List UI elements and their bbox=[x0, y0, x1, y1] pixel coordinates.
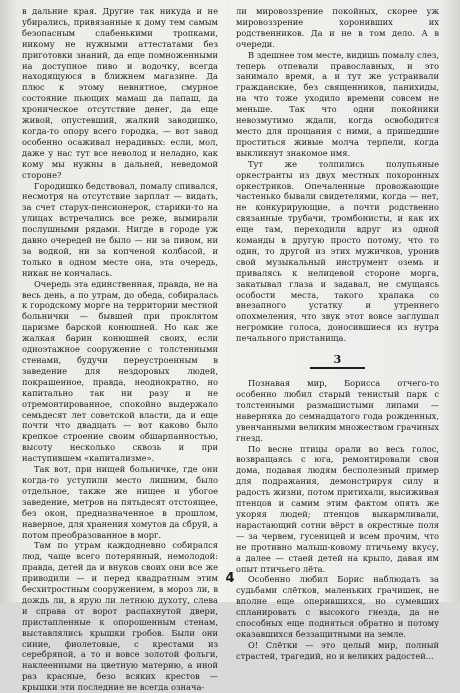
paragraph: Особенно любил Борис наблюдать за судьбами слётков, маленьких грачишек, не вполне еще оперившихся, но сумевших спланировать с высокого гнезда, да не способных еще подняться обратно и потому оказавшихся беззащитными на земле. bbox=[236, 574, 439, 639]
paragraph: в дальние края. Другие так никуда и не убирались, привязанные к дому тем самым безопасным слабенькими тропками, никому не нужными аттестатами без приготовки знаний, да еще помноженными на доступное пиво и водочку, всегда находящуюся в ближнем магазине. Да плюс к этому невнятное, смурное состояние пьющих мамаш да папаш, да хроническое отсутствие денег, да еще живой, опустевший, жалкий заводишко, когда-то опору всего городка, — вот завод особенно осаживал нерадивых: если, мол, даже у нас тут все неволод и неладно, как кому мы нужны в дальней, неведомой стороне? bbox=[22, 6, 218, 180]
left-text-column bbox=[22, 6, 218, 693]
paragraph: О! Слётки — это целый мир, полный страстей, трагедий, но и великих радостей... bbox=[236, 639, 439, 661]
paragraph: Так вот, при нищей больничке, где они когда-то уступили место лишним, было отдельное, также же нищее и убогое заведение, метров на пятьдесят отстоящее, без окон, предназначенное в прошлом, наверное, для хранения хомутов да сбруй, а потом преобразованное в морг. bbox=[22, 464, 218, 540]
paragraph: Там по утрам каждодневно собирался люд, чаще всего потерянный, немолодой: правда, детей да и внуков своих они все же приводили — и перед квадратным этим бесхитростным сооружением, в мороз ли, в дождь ли, в ярую ли летнюю духоту, слева и справа от ворот распахнутой двери, пристапленные к опорошенным стенам, выставлялись крышки гробов. Были они синие, фиолетовые, с крестами из серебряной, а то и вовсе золотой фольги, наклеенными на цветную материю, а иной раз красные, безо всяких крестов — крышки эти последние не всегда означа- bbox=[22, 540, 218, 693]
paragraph: В здешнее том месте, видишь помалу слез, теперь отпевали православных, и это занимало время, а и тут же устраивали гражданские, без священников, панихиды, на что тоже уходило времени совсем не меньше. Так что одни покойники невозмутимо ждали, когда освободится место для прощания с ними, а пришедшие проститься живые молча терпели, когда выкликнут знакомое имя. bbox=[236, 49, 439, 158]
page-number: 4 bbox=[225, 571, 235, 586]
section-heading bbox=[236, 355, 439, 369]
paragraph: Познавая мир, Борисса отчего-то особенно любил старый тенистый парк с толстенными размашистыми липами — наверняка до семнадцатого года рожденных, увенчанными великим множеством грачиных гнезд. bbox=[236, 378, 439, 443]
right-text-column bbox=[236, 6, 439, 661]
paragraph: По весне птицы орали во весь голос, возвращаясь с юга, ремонтировали свои дома, подавая людям бесполезный пример для подражания, демонстрируя силу и радость жизни, потом притихали, высиживая птенцов и самим этим фактом опять же укоряя людей; птенцов выкармливали, нарастающий сотни вёрст в окрестные поля — за червем, гусеницей и всем прочим, что не противно малыш-ковому птичьему вкусу, а далее — стаей детей на крыло, давая им опыт птичьего лёта. bbox=[236, 443, 439, 574]
paragraph: Очередь эта единственная, правда, не на весь день, а по утрам, до обеда, собиралась к городскому морге на территории местной больнички — бывшей при проклятом царизме барской конюшней. Но как же жалкая барин конюшней своих, если одноэтажное сооружение с толстенными стенами, будучи переустроенным в заведение для нездоровых людей, покрашенное, правда, неоднократно, но капитально так ни разу и не отремонтированное, спокойно выдержало семьдесят лет советской власти, да и еще почти что двадцать — вот каково было крепкое строение своим обшарпанностью, высоту несколько сквозь и при наступившем «капитализме». bbox=[22, 278, 218, 464]
section-number: 3 bbox=[310, 355, 366, 369]
paragraph: Тут же толпились полупьяные оркестранты из двух местных похоронных оркестриков. Опечаленные провожающие частенько бывали свидетелями, когда — нет, не конкурирующие, а почти родственно связанные трубачи, тромбонисты, и как их еще там, переходили вдруг из одной команды в другую просто потому, что то один, то другой из этих мужичков, уронив свой музыкальный инструмент оземь и привалясь к нелицевой стороне морга, закатывал глаза и задавал, не смущаясь особости места, такого храпака со внезапного устатку и утреннего опохмеления, что звук этот вовсе заглушал негромкие голоса, доносившиеся из нутра печального пристанища. bbox=[236, 158, 439, 344]
column-gutter bbox=[227, 0, 228, 602]
paragraph: Городишко бедствовал, помалу спивался, несмотря на отсутствие зарплат — видать, за счет старух-пенсионерок, старики-то на улицах встречались все реже, вымирали послушными рядами. Нигде в городе уж давно очередей не было — ни за пивом, ни за водкой, ни за копченой колбасой, и только в одном месте она, эта очередь, никак не кончалась. bbox=[22, 180, 218, 278]
paragraph: ли мировоззрение покойных, скорее уж мировоззрение хоронивших их родственников. Да и не в том дело. А в очереди. bbox=[236, 6, 439, 49]
